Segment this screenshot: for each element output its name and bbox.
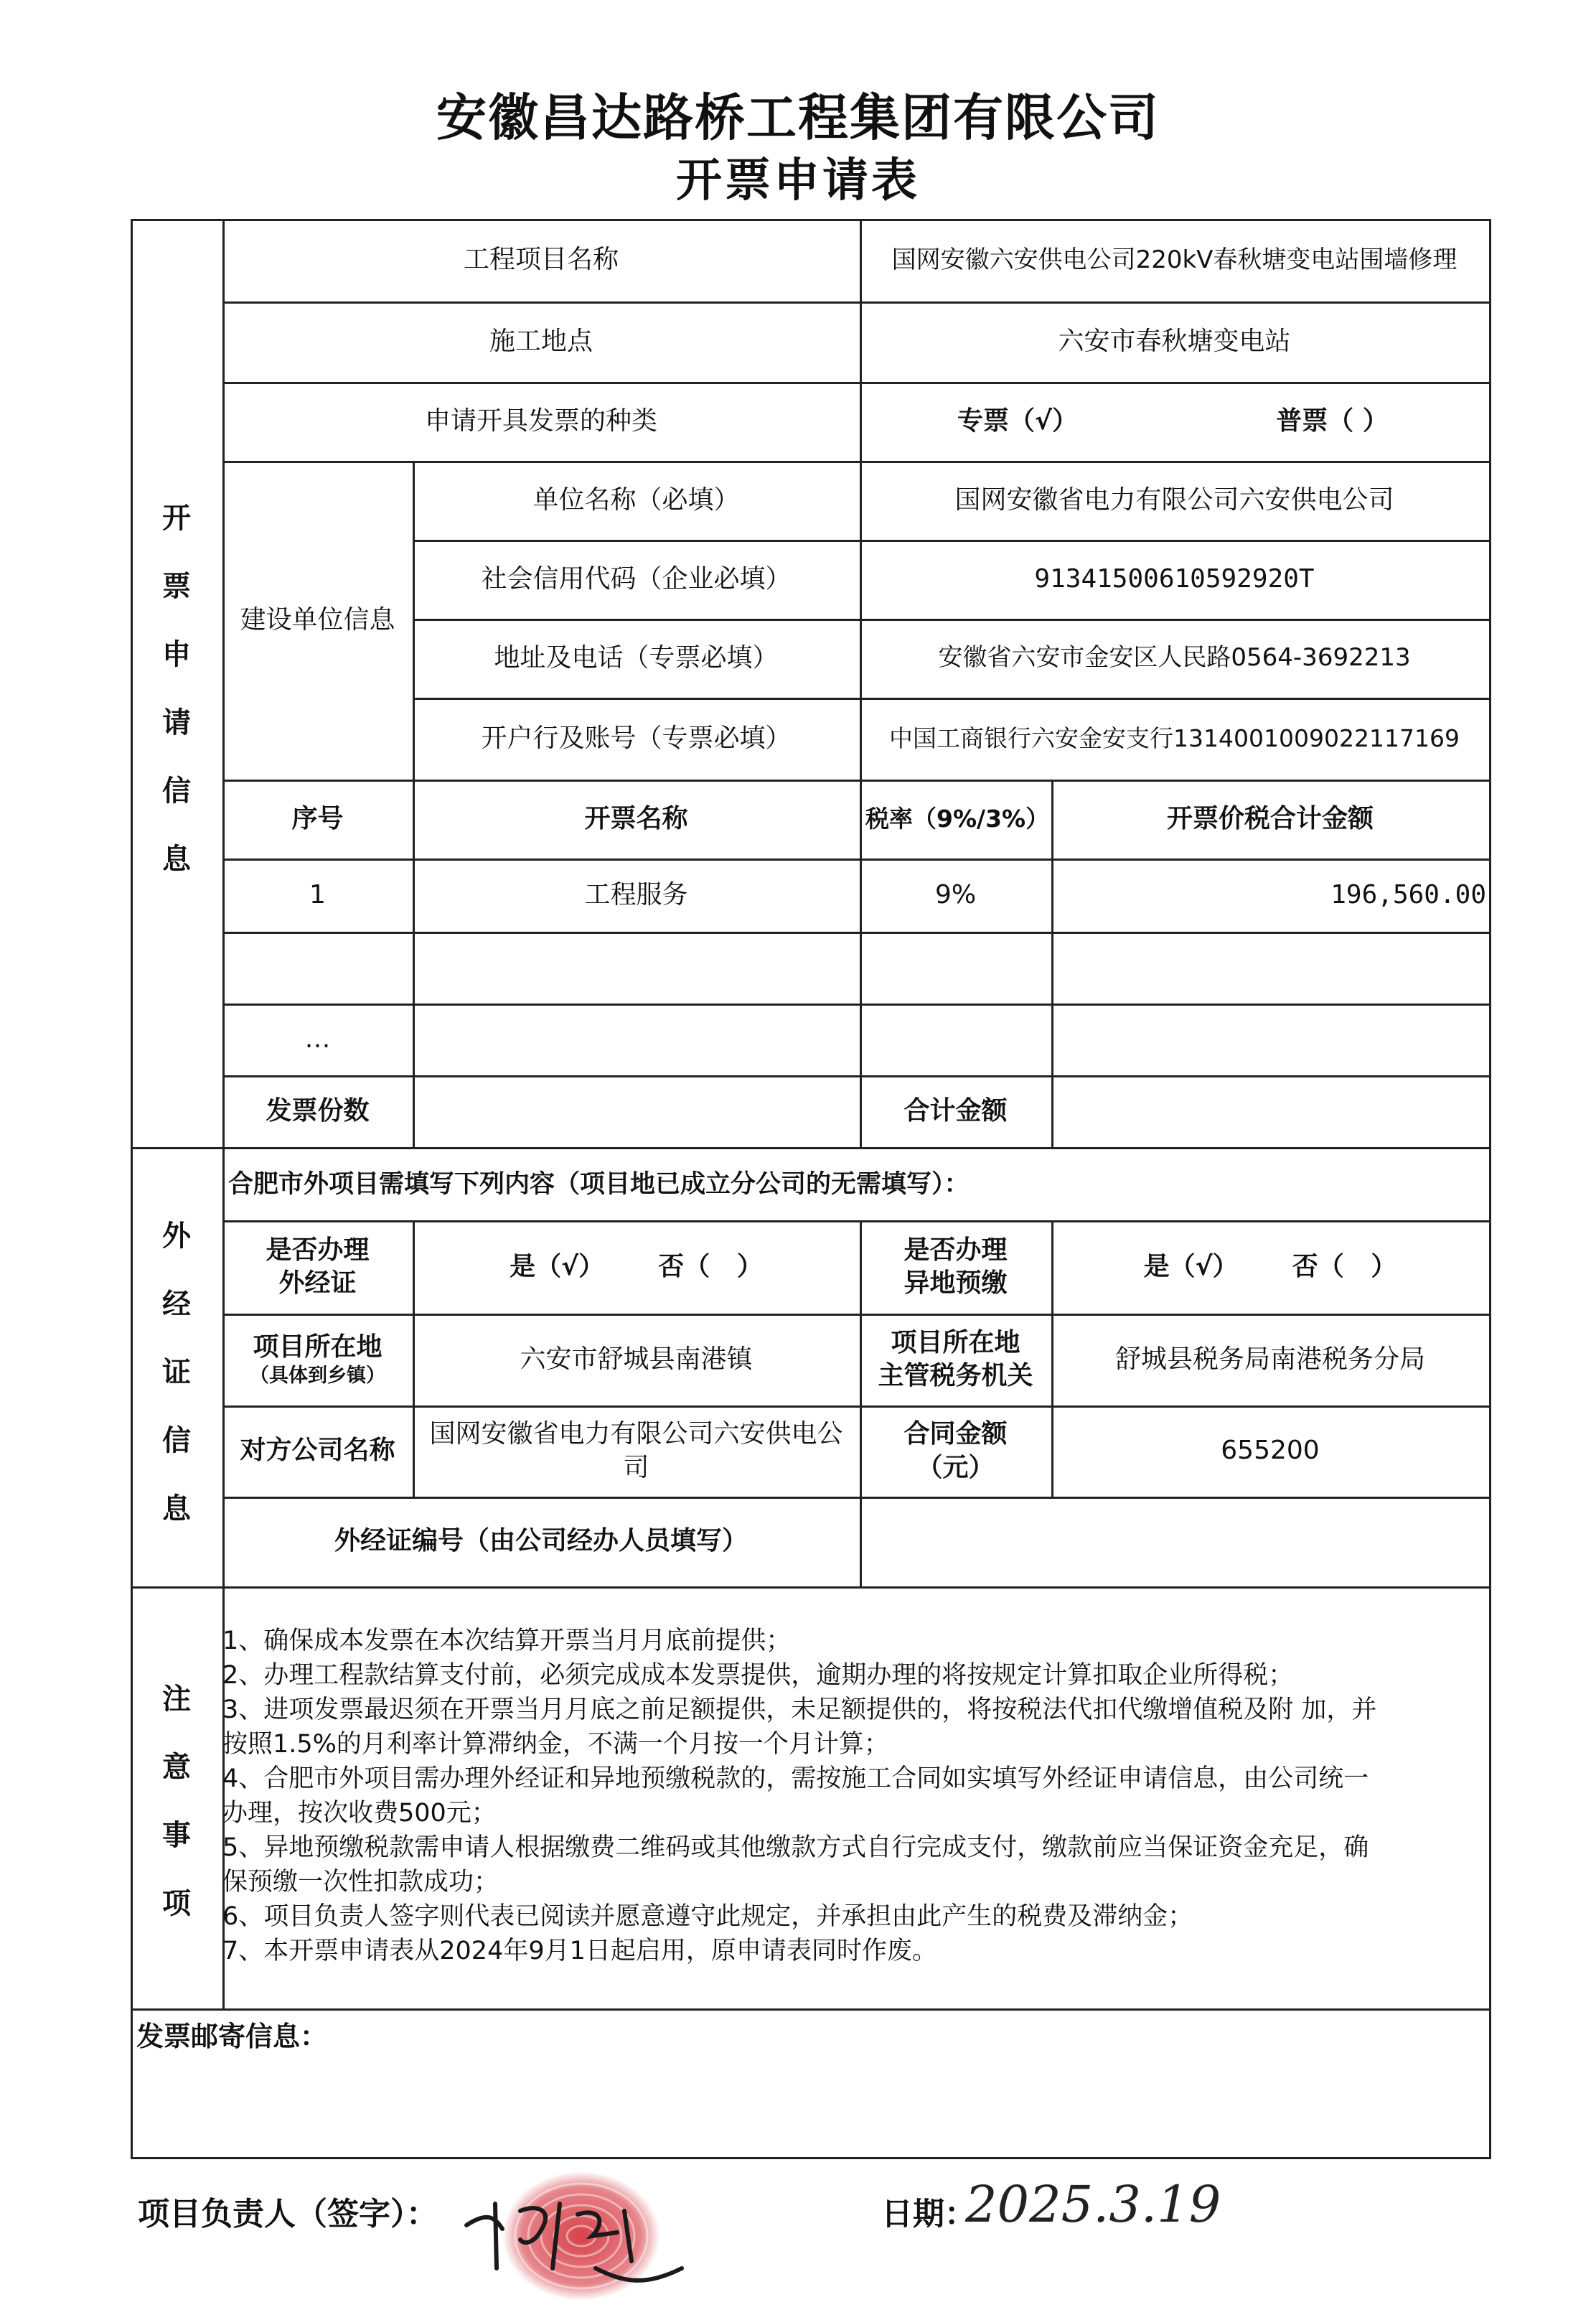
cert-question-line1: 是否办理 bbox=[266, 1235, 370, 1265]
invoice-count-value[interactable] bbox=[413, 1075, 860, 1147]
tax-authority-label-line1: 项目所在地 bbox=[891, 1327, 1020, 1357]
items-header-no: 序号 bbox=[291, 803, 344, 833]
address-phone-value[interactable]: 安徽省六安市金安区人民路0564-3692213 bbox=[938, 643, 1411, 673]
notes-list bbox=[222, 1624, 1485, 1968]
signature-area[interactable] bbox=[452, 2161, 689, 2304]
builder-group-label: 建设单位信息 bbox=[240, 604, 395, 635]
section-label-invoice-info: 开 票 申 请 信 息 bbox=[162, 502, 191, 876]
table-row-amount[interactable] bbox=[1051, 1004, 1489, 1075]
contract-amount-label-line1: 合同金额 bbox=[903, 1419, 1008, 1449]
note-line: 办理，按次收费500元； bbox=[222, 1799, 497, 1828]
note-line: 3、进项发票最迟须在开票当月月底之前足额提供，未足额提供的，将按税法代扣代缴增值税及附 加，并 bbox=[222, 1695, 1377, 1724]
items-header-name: 开票名称 bbox=[584, 803, 688, 833]
prepay-question-line1: 是否办理 bbox=[903, 1235, 1008, 1265]
mailing-info-field[interactable] bbox=[133, 2064, 1487, 2156]
normal-invoice-option[interactable]: 普票（ ） bbox=[1276, 406, 1389, 436]
bank-account-value[interactable]: 中国工商银行六安金安支行1314001009022117169 bbox=[889, 724, 1460, 752]
prepay-answer[interactable]: 是（√） 否（ ） bbox=[1143, 1251, 1397, 1281]
fingerprint-stamp-icon bbox=[452, 2161, 689, 2304]
form-title: 开票申请表 bbox=[676, 154, 920, 207]
counterparty-label: 对方公司名称 bbox=[240, 1436, 395, 1466]
table-row-no[interactable]: … bbox=[304, 1024, 331, 1054]
border-left bbox=[131, 219, 133, 2159]
site-value[interactable]: 六安市春秋塘变电站 bbox=[1058, 326, 1291, 356]
table-row-rate[interactable]: 9% bbox=[934, 879, 977, 909]
tax-authority-label-line2: 主管税务机关 bbox=[878, 1361, 1033, 1390]
table-row-no[interactable]: 1 bbox=[309, 879, 326, 909]
location-label-line1: 项目所在地 bbox=[253, 1332, 382, 1362]
date-value[interactable]: 2025.3.19 bbox=[965, 2175, 1221, 2234]
note-line: 1、确保成本发票在本次结算开票当月月底前提供； bbox=[222, 1627, 792, 1655]
invoice-count-label: 发票份数 bbox=[266, 1095, 370, 1126]
contract-amount-label bbox=[860, 1405, 1051, 1497]
cert-number-value[interactable] bbox=[860, 1497, 1489, 1586]
company-title: 安徽昌达路桥工程集团有限公司 bbox=[436, 88, 1160, 147]
note-line: 5、异地预缴税款需申请人根据缴费二维码或其他缴款方式自行完成支付，缴款前应当保证资金充足，确 bbox=[222, 1833, 1369, 1862]
note-line: 4、合肥市外项目需办理外经证和异地预缴税款的，需按施工合同如实填写外经证申请信息，由公司统一 bbox=[222, 1764, 1369, 1793]
cert-question bbox=[222, 1220, 413, 1314]
note-line: 2、办理工程款结算支付前，必须完成成本发票提供，逾期办理的将按规定计算扣取企业所得税； bbox=[222, 1661, 1294, 1690]
date-label: 日期： bbox=[881, 2196, 976, 2232]
prepay-question-line2: 异地预缴 bbox=[903, 1268, 1008, 1298]
table-row-amount[interactable] bbox=[1051, 932, 1489, 1004]
tax-authority-label bbox=[860, 1314, 1051, 1405]
table-row-rate[interactable] bbox=[860, 1004, 1051, 1075]
address-phone-label: 地址及电话（专票必填） bbox=[494, 642, 779, 673]
location-value[interactable]: 六安市舒城县南港镇 bbox=[520, 1344, 753, 1374]
tax-authority-value[interactable]: 舒城县税务局南港税务分局 bbox=[1114, 1344, 1425, 1374]
contract-amount-value[interactable]: 655200 bbox=[1221, 1436, 1320, 1466]
total-amount-value[interactable] bbox=[1051, 1075, 1489, 1147]
note-line: 7、本开票申请表从2024年9月1日起启用，原申请表同时作废。 bbox=[222, 1937, 937, 1965]
table-row-rate[interactable] bbox=[860, 932, 1051, 1004]
items-header-rate: 税率（9%/3%） bbox=[865, 804, 1050, 833]
contract-amount-label-line2: （元） bbox=[916, 1452, 995, 1482]
table-row-name[interactable] bbox=[413, 1004, 860, 1075]
items-header-amount: 开票价税合计金额 bbox=[1166, 803, 1374, 833]
border-bottom bbox=[131, 2157, 1491, 2159]
project-name-label: 工程项目名称 bbox=[463, 245, 619, 275]
table-row-name[interactable] bbox=[413, 932, 860, 1004]
invoice-type-label: 申请开具发票的种类 bbox=[424, 406, 657, 436]
table-row-name[interactable]: 工程服务 bbox=[584, 879, 688, 909]
counterparty-value[interactable]: 国网安徽省电力有限公司六安供电公司 bbox=[429, 1419, 843, 1482]
location-label-line2: （具体到乡镇） bbox=[250, 1364, 385, 1387]
cert-question-line2: 外经证 bbox=[278, 1268, 357, 1298]
table-row-amount[interactable]: 196,560.00 bbox=[1330, 879, 1486, 909]
project-name-value[interactable]: 国网安徽六安供电公司220kV春秋塘变电站围墙修理 bbox=[891, 245, 1457, 274]
signer-label: 项目负责人（签字）： bbox=[138, 2196, 438, 2232]
note-line: 按照1.5%的月利率计算滞纳金，不满一个月按一个月计算； bbox=[222, 1730, 889, 1759]
cert-number-label: 外经证编号（由公司经办人员填写） bbox=[334, 1526, 748, 1556]
credit-code-label: 社会信用代码（企业必填） bbox=[481, 563, 792, 594]
section-label-notes: 注 意 事 项 bbox=[162, 1683, 191, 1920]
builder-unit-value[interactable]: 国网安徽省电力有限公司六安供电公司 bbox=[954, 485, 1394, 515]
external-cert-note: 合肥市外项目需填写下列内容（项目地已成立分公司的无需填写）： bbox=[228, 1169, 970, 1199]
bank-account-label: 开户行及账号（专票必填） bbox=[481, 723, 792, 753]
site-label: 施工地点 bbox=[489, 326, 593, 356]
credit-code-value[interactable]: 91341500610592920T bbox=[1034, 563, 1315, 594]
builder-unit-label: 单位名称（必填） bbox=[532, 485, 740, 515]
location-label bbox=[222, 1314, 413, 1405]
note-line: 保预缴一次性扣款成功； bbox=[222, 1868, 499, 1896]
special-invoice-option[interactable]: 专票（√） bbox=[957, 406, 1078, 436]
section-label-external-cert: 外 经 证 信 息 bbox=[162, 1220, 191, 1525]
border-right bbox=[1489, 219, 1491, 2159]
table-row-no[interactable] bbox=[222, 932, 413, 1004]
cert-answer[interactable]: 是（√） 否（ ） bbox=[510, 1251, 763, 1281]
divider-section-2 bbox=[131, 1586, 1491, 1589]
total-amount-label: 合计金额 bbox=[903, 1095, 1008, 1126]
note-line: 6、项目负责人签字则代表已阅读并愿意遵守此规定，并承担由此产生的税费及滞纳金； bbox=[222, 1902, 1193, 1931]
prepay-question bbox=[860, 1220, 1051, 1314]
mailing-info-label: 发票邮寄信息： bbox=[136, 2020, 328, 2052]
divider-section-3 bbox=[131, 2008, 1491, 2011]
